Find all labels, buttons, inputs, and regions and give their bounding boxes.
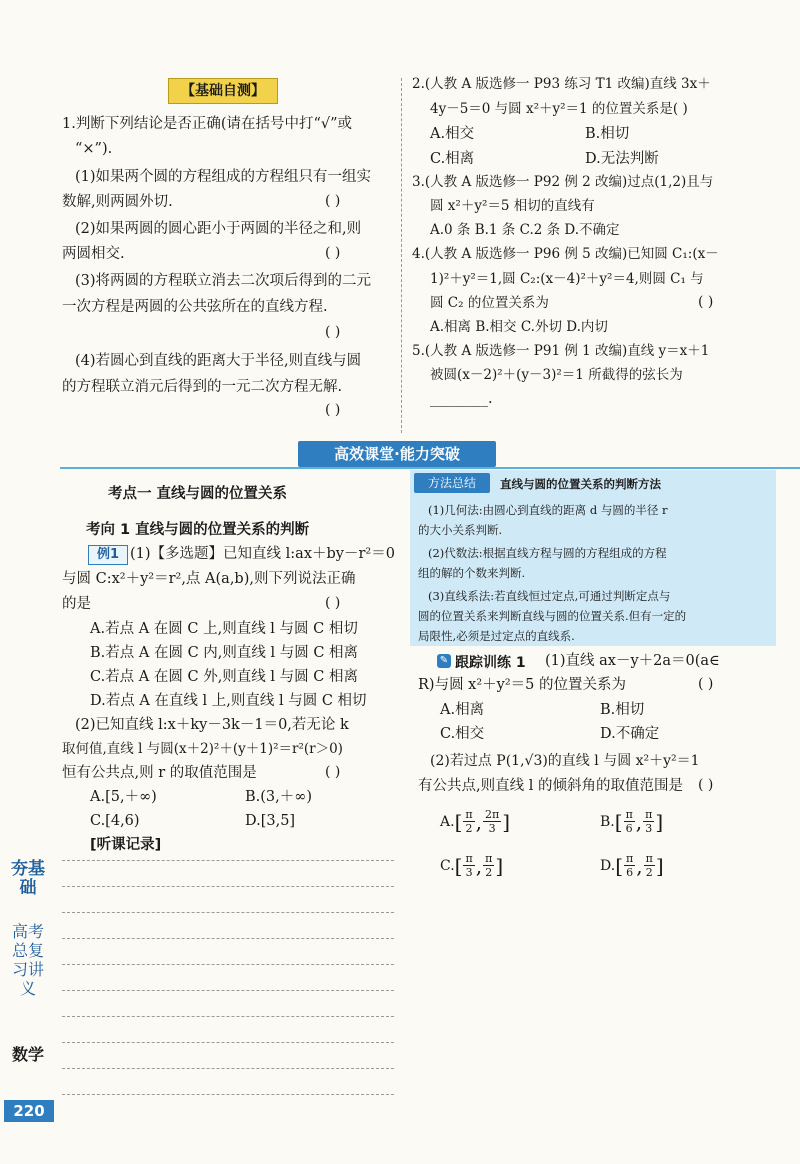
answer-blank: ( ) bbox=[325, 324, 341, 340]
question-3-line-1: 3.(人教 A 版选修一 P92 例 2 改编)过点(1,2)且与 bbox=[412, 174, 714, 190]
tracking-exercise-label: 跟踪训练 1 bbox=[455, 655, 526, 671]
notes-line bbox=[62, 1094, 394, 1095]
notes-line bbox=[62, 990, 394, 991]
tracking-2-option-b: B. [ $\frac{\pi}{6}$ , $\frac{\pi}{3}$ ] bbox=[600, 808, 664, 835]
question-4-options: A.相离 B.相交 C.外切 D.内切 bbox=[430, 319, 608, 335]
question-5-line-1: 5.(人教 A 版选修一 P91 例 1 改编)直线 y＝x＋1 bbox=[412, 343, 710, 359]
notes-line bbox=[62, 1042, 394, 1043]
example-tag: 例1 bbox=[88, 545, 128, 565]
section-badge-basic-test: 【基础自测】 bbox=[168, 78, 278, 104]
question-1-item-1-line-1: (1)如果两个圆的方程组成的方程组只有一组实 bbox=[75, 169, 372, 185]
notes-line bbox=[62, 964, 394, 965]
notes-label: [听课记录] bbox=[90, 837, 162, 853]
tracking-1-option-b: B.相切 bbox=[600, 702, 645, 718]
answer-blank: ( ) bbox=[698, 294, 714, 310]
question-1-line-1: 1.判断下列结论是否正确(请在括号中打“√”或 bbox=[62, 116, 353, 132]
example-1-part-2-line-3: 恒有公共点,则 r 的取值范围是 bbox=[62, 765, 257, 781]
question-1-item-4-line-2: 的方程联立消元后得到的一元二次方程无解. bbox=[62, 379, 343, 395]
answer-blank: ( ) bbox=[698, 777, 714, 793]
frac-den: 3 bbox=[488, 822, 496, 835]
answer-blank: ( ) bbox=[325, 402, 341, 418]
frac-den: 2 bbox=[465, 822, 473, 835]
question-1-item-3-line-2: 一次方程是两圆的公共弦所在的直线方程. bbox=[62, 299, 328, 315]
frac-num: π bbox=[625, 808, 633, 821]
question-3-options: A.0 条 B.1 条 C.2 条 D.不确定 bbox=[430, 222, 620, 238]
answer-blank: ( ) bbox=[325, 764, 341, 780]
frac-den: 2 bbox=[485, 866, 493, 879]
question-3-line-2: 圆 x²＋y²＝5 相切的直线有 bbox=[430, 198, 595, 214]
example-1-line-1: (1)【多选题】已知直线 l:ax＋by－r²＝0 bbox=[130, 546, 395, 562]
question-1-item-2-line-1: (2)如果两圆的圆心距小于两圆的半径之和,则 bbox=[75, 221, 362, 237]
answer-blank: ( ) bbox=[325, 245, 341, 261]
method-line: (3)直线系法:若直线恒过定点,可通过判断定点与 bbox=[428, 589, 671, 603]
frac-num: π bbox=[626, 852, 634, 865]
tracking-2-option-a: A. [ $\frac{\pi}{2}$ , $\frac{2\pi}{3}$ ] bbox=[440, 808, 511, 835]
question-2-option-d: D.无法判断 bbox=[585, 151, 659, 167]
tracking-1-line-1: (1)直线 ax－y＋2a＝0(a∈ bbox=[545, 653, 720, 669]
example-1-line-3: 的是 bbox=[62, 596, 91, 612]
method-summary-title: 直线与圆的位置关系的判断方法 bbox=[500, 477, 661, 491]
example-1-option-b: B.若点 A 在圆 C 内,则直线 l 与圆 C 相离 bbox=[90, 645, 359, 661]
example-1-part-2-line-2: 取何值,直线 l 与圆(x＋2)²＋(y＋1)²＝r²(r＞0) bbox=[62, 741, 343, 757]
question-2-option-c: C.相离 bbox=[430, 151, 475, 167]
frac-num: 2π bbox=[484, 808, 500, 821]
frac-den: 6 bbox=[625, 822, 633, 835]
question-1-item-2-line-2: 两圆相交. bbox=[62, 246, 125, 262]
example-1-part-2-option-a: A.[5,＋∞) bbox=[90, 789, 157, 805]
tracking-1-option-d: D.不确定 bbox=[600, 726, 660, 742]
tracking-1-line-2: R)与圆 x²＋y²＝5 的位置关系为 bbox=[418, 677, 627, 693]
subject-label: 数学 bbox=[11, 1045, 44, 1064]
method-line: 圆的位置关系来判断直线与圆的位置关系.但有一定的 bbox=[418, 609, 687, 623]
option-label: B. bbox=[600, 813, 615, 830]
answer-blank: ( ) bbox=[325, 595, 341, 611]
book-subtitle: 高考总复习讲义 bbox=[11, 922, 44, 998]
method-line: 的大小关系判断. bbox=[418, 523, 503, 537]
option-label: C. bbox=[440, 857, 455, 874]
tracking-2-option-c: C. [ $\frac{\pi}{3}$ , $\frac{\pi}{2}$ ] bbox=[440, 852, 504, 879]
tracking-1-option-c: C.相交 bbox=[440, 726, 485, 742]
topic-title: 考点一 直线与圆的位置关系 bbox=[108, 486, 288, 502]
method-summary-tag: 方法总结 bbox=[414, 473, 490, 493]
example-1-part-2-option-c: C.[4,6) bbox=[90, 813, 140, 829]
frac-den: 2 bbox=[645, 866, 653, 879]
notes-line bbox=[62, 1016, 394, 1017]
option-label: D. bbox=[600, 857, 616, 874]
question-1-item-1-line-2: 数解,则两圆外切. bbox=[62, 194, 173, 210]
question-5-blank: ________. bbox=[430, 391, 493, 407]
page-number: 220 bbox=[4, 1100, 54, 1122]
answer-blank: ( ) bbox=[325, 193, 341, 209]
question-2-option-a: A.相交 bbox=[430, 126, 475, 142]
example-1-part-2-line-1: (2)已知直线 l:x＋ky－3k－1＝0,若无论 k bbox=[75, 717, 349, 733]
frac-den: 3 bbox=[465, 866, 473, 879]
frac-num: π bbox=[465, 808, 473, 821]
notes-line bbox=[62, 912, 394, 913]
method-line: (2)代数法:根据直线方程与圆的方程组成的方程 bbox=[428, 546, 667, 560]
example-1-line-2: 与圆 C:x²＋y²＝r²,点 A(a,b),则下列说法正确 bbox=[62, 571, 356, 587]
frac-num: π bbox=[645, 808, 653, 821]
frac-num: π bbox=[485, 852, 493, 865]
method-line: 组的解的个数来判断. bbox=[418, 566, 526, 580]
subtopic-title: 考向 1 直线与圆的位置关系的判断 bbox=[86, 522, 310, 538]
question-2-option-b: B.相切 bbox=[585, 126, 630, 142]
question-2-line-2: 4y－5＝0 与圆 x²＋y²＝1 的位置关系是( ) bbox=[430, 101, 688, 117]
question-4-line-3: 圆 C₂ 的位置关系为 bbox=[430, 295, 549, 311]
question-1-line-2: “×”). bbox=[75, 141, 113, 157]
frac-num: π bbox=[645, 852, 653, 865]
example-1-option-a: A.若点 A 在圆 C 上,则直线 l 与圆 C 相切 bbox=[90, 621, 358, 637]
example-1-option-d: D.若点 A 在直线 l 上,则直线 l 与圆 C 相切 bbox=[90, 693, 367, 709]
answer-blank: ( ) bbox=[698, 676, 714, 692]
example-1-option-c: C.若点 A 在圆 C 外,则直线 l 与圆 C 相离 bbox=[90, 669, 358, 685]
example-1-part-2-option-d: D.[3,5] bbox=[245, 813, 296, 829]
tracking-2-line-2: 有公共点,则直线 l 的倾斜角的取值范围是 bbox=[418, 778, 683, 794]
frac-num: π bbox=[465, 852, 473, 865]
method-line: 局限性,必须是过定点的直线系. bbox=[418, 629, 575, 643]
pencil-icon: ✎ bbox=[437, 654, 451, 668]
column-divider bbox=[401, 78, 402, 433]
notes-line bbox=[62, 938, 394, 939]
frac-den: 3 bbox=[645, 822, 653, 835]
section-banner: 高效课堂·能力突破 bbox=[298, 441, 496, 467]
section-rule bbox=[60, 467, 800, 469]
frac-den: 6 bbox=[626, 866, 634, 879]
question-4-line-1: 4.(人教 A 版选修一 P96 例 5 改编)已知圆 C₁:(x－ bbox=[412, 246, 719, 262]
method-line: (1)几何法:由圆心到直线的距离 d 与圆的半径 r bbox=[428, 503, 668, 517]
notes-line bbox=[62, 860, 394, 861]
question-1-item-3-line-1: (3)将两圆的方程联立消去二次项后得到的二元 bbox=[75, 273, 372, 289]
example-1-part-2-option-b: B.(3,＋∞) bbox=[245, 789, 312, 805]
tracking-2-option-d: D. [ $\frac{\pi}{6}$ , $\frac{\pi}{2}$ ] bbox=[600, 852, 664, 879]
notes-line bbox=[62, 886, 394, 887]
question-1-item-4-line-1: (4)若圆心到直线的距离大于半径,则直线与圆 bbox=[75, 353, 362, 369]
question-2-line-1: 2.(人教 A 版选修一 P93 练习 T1 改编)直线 3x＋ bbox=[412, 76, 711, 92]
option-label: A. bbox=[440, 813, 455, 830]
notes-line bbox=[62, 1068, 394, 1069]
tracking-2-line-1: (2)若过点 P(1,√3)的直线 l 与圆 x²＋y²＝1 bbox=[430, 753, 700, 769]
question-5-line-2: 被圆(x－2)²＋(y－3)²＝1 所截得的弦长为 bbox=[430, 367, 683, 383]
brand-title: 夯基础 bbox=[11, 859, 45, 898]
question-4-line-2: 1)²＋y²＝1,圆 C₂:(x－4)²＋y²＝4,则圆 C₁ 与 bbox=[430, 271, 704, 287]
tracking-1-option-a: A.相离 bbox=[440, 702, 485, 718]
